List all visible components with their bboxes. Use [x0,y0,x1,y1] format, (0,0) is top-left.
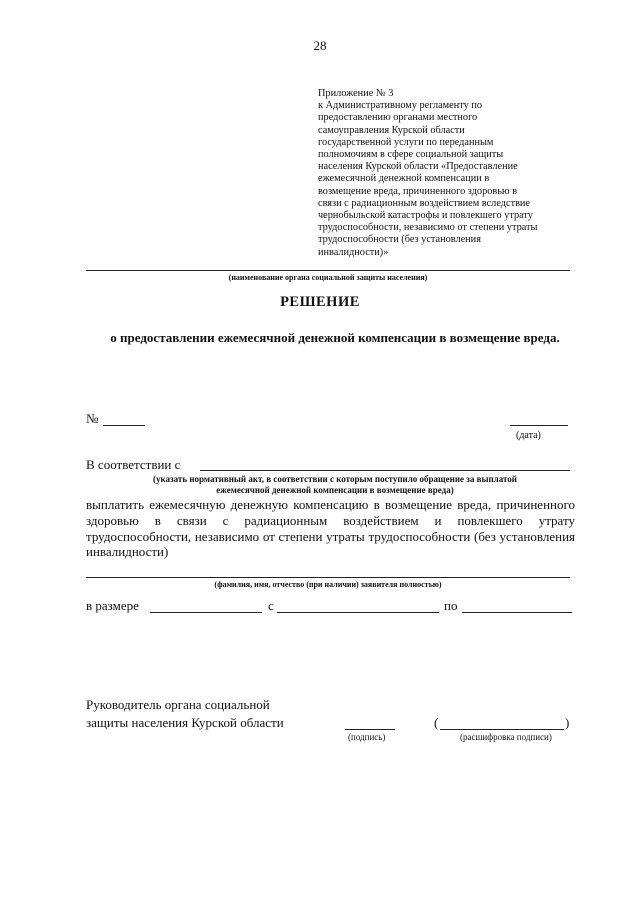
signature-caption: (подпись) [348,732,386,742]
applicant-caption: (фамилия, имя, отчество (при наличии) заявителя полностью) [214,580,442,589]
according-label: В соответствии с [86,457,181,472]
decoding-caption: (расшифровка подписи) [460,732,552,742]
date-field[interactable] [510,425,568,426]
appendix-line: самоуправления Курской области [318,124,465,136]
applicant-name-field[interactable] [86,577,570,578]
legal-act-field[interactable] [200,470,570,471]
appendix-line: связи с радиационным воздействием вследствие [318,197,531,209]
document-heading: РЕШЕНИЕ [280,294,360,310]
appendix-line: ежемесячной денежной компенсации в [318,173,490,185]
date-caption: (дата) [516,430,541,441]
appendix-block [318,88,580,259]
appendix-line: чернобыльской катастрофы и повлекшего утрату [318,210,533,222]
appendix-line: трудоспособности, независимо от степени утраты [318,222,538,234]
from-date-field[interactable] [277,612,439,613]
decoding-close-paren: ) [565,715,570,730]
number-field[interactable] [103,425,145,426]
appendix-line: возмещение вреда, причиненного здоровью в [318,185,518,197]
appendix-line: трудоспособности (без установления [318,234,481,246]
org-name-line[interactable] [86,270,570,271]
appendix-line: предоставлению органами местного [318,112,478,124]
amount-label: в размере [86,598,139,613]
signature-field[interactable] [345,729,395,730]
page-number: 28 [313,38,327,53]
appendix-line: к Административному регламенту по [318,100,482,112]
act-caption-2: ежемесячной денежной компенсации в возмещение вреда) [216,485,454,495]
decoding-open-paren: ( [434,715,439,730]
appendix-line: государственной услуги по переданным [318,136,494,148]
to-date-field[interactable] [462,612,572,613]
signature-decoding-field[interactable] [440,729,564,730]
appendix-line: населения Курской области «Предоставление [318,161,518,173]
appendix-line: инвалидности)» [318,246,389,258]
to-label: по [444,598,458,613]
from-label: с [268,598,274,613]
amount-field[interactable] [150,612,262,613]
org-caption: (наименование органа социальной защиты населения) [228,273,428,282]
appendix-title: Приложение № 3 [318,88,394,99]
head-title-line-1: Руководитель органа социальной [86,697,270,712]
act-caption-1: (указать нормативный акт, в соответствии с которым поступило обращение за выплатой [152,474,517,484]
pay-paragraph: выплатить ежемесячную денежную компенсацию в возмещение вреда, причиненного здоровью в связи с радиационным воздействием и повлекшего утрату трудоспособности, независимо от степени утраты трудоспособности (без установления инвалидности) [86,497,575,560]
head-title-line-2: защиты населения Курской области [86,715,284,730]
document-subtitle: о предоставлении ежемесячной денежной компенсации в возмещение вреда. [110,330,560,345]
number-label: № [86,411,99,426]
appendix-line: полномочиям в сфере социальной защиты [318,149,504,161]
